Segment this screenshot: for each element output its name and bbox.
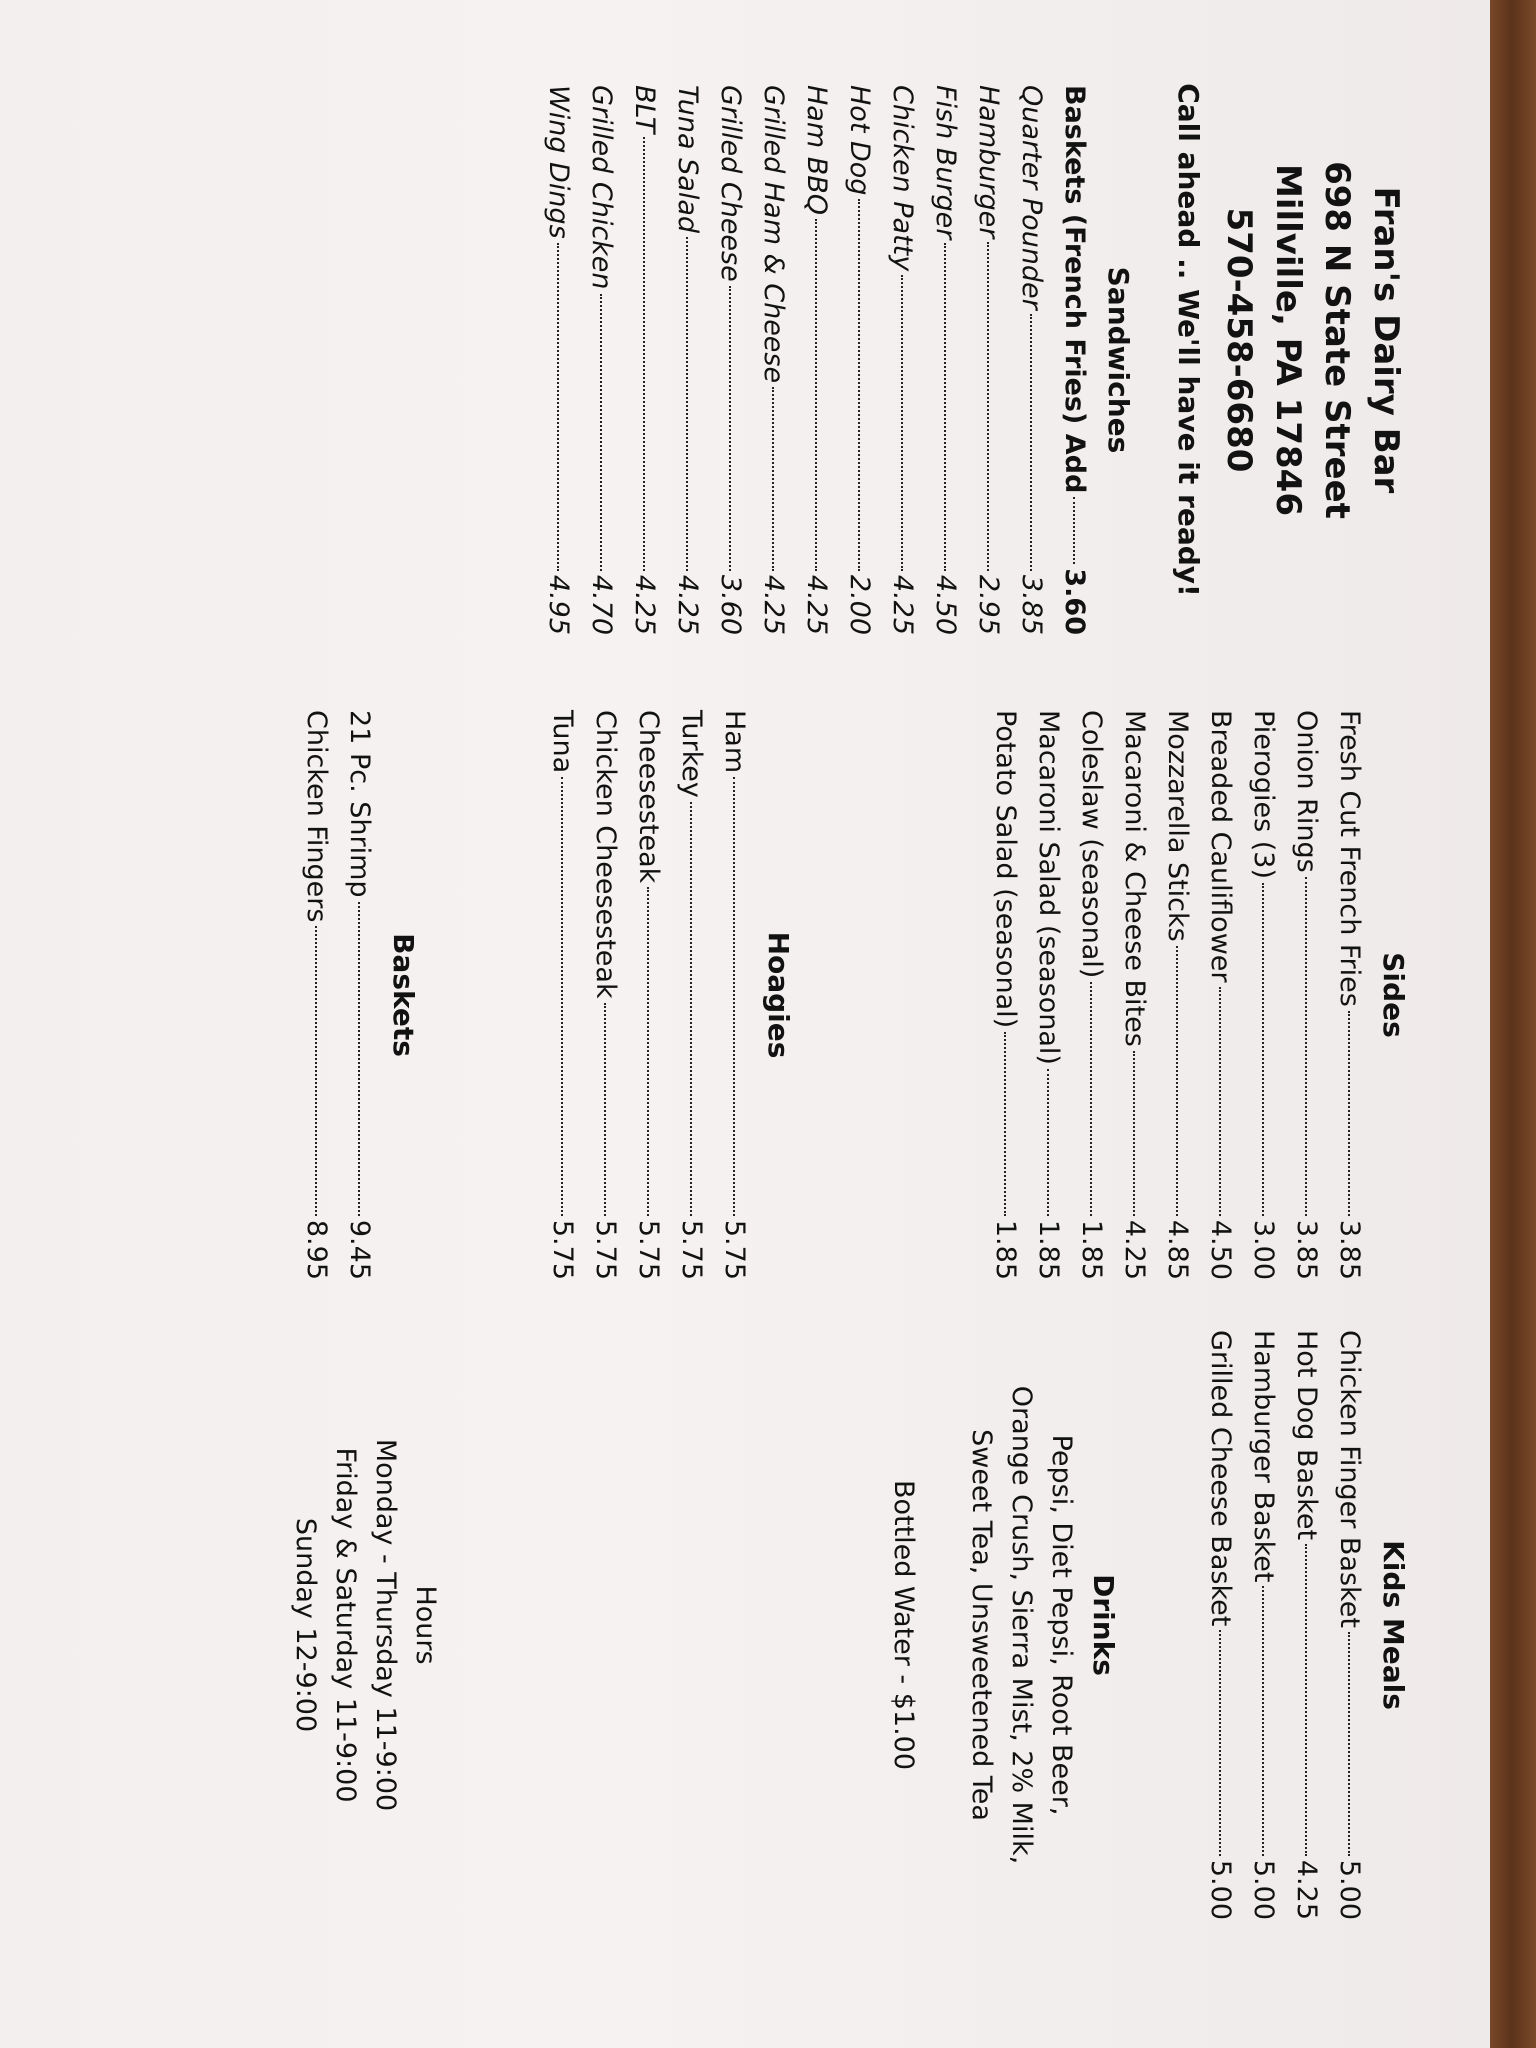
leader-dots [358, 902, 360, 1216]
side-item-name: Macaroni & Cheese Bites [1119, 710, 1150, 1047]
leader-dots [858, 199, 860, 570]
sides-list [984, 710, 1371, 1280]
sandwich-list [537, 85, 1053, 635]
side-item-name: Onion Rings [1291, 710, 1322, 873]
leader-dots [1030, 314, 1032, 571]
side-item-price: 4.85 [1162, 1219, 1193, 1280]
drinks-line-1: Pepsi, Diet Pepsi, Root Beer, [1046, 1434, 1077, 1816]
side-item-name: Breaded Cauliflower [1205, 710, 1236, 983]
sandwich-item-name: BLT [629, 85, 660, 134]
kids-meal-item-price: 5.00 [1205, 1859, 1236, 1920]
sandwich-item-name: Hot Dog [844, 85, 875, 196]
side-item [1027, 710, 1070, 1280]
leader-dots [557, 243, 559, 571]
sandwich-item-name: Hamburger [973, 85, 1004, 239]
bottled-water: Bottled Water - $1.00 [888, 1479, 919, 1771]
hoagies-list [541, 710, 756, 1280]
sides-heading: Sides [1377, 952, 1410, 1038]
basket-item [295, 710, 338, 1280]
leader-dots [1305, 877, 1307, 1216]
hoagie-item-price: 5.75 [547, 1219, 578, 1280]
leader-dots [1262, 1586, 1264, 1855]
hoagie-item [627, 710, 670, 1280]
side-item-name: Potato Salad (seasonal) [990, 710, 1021, 1029]
side-item-name: Pierogies (3) [1248, 710, 1279, 879]
hoagie-item-price: 5.75 [633, 1219, 664, 1280]
hoagies-heading: Hoagies [762, 931, 795, 1059]
leader-dots [1262, 883, 1264, 1216]
hoagie-item [670, 710, 713, 1280]
leader-dots [772, 387, 774, 571]
sandwich-item-price: 3.60 [715, 574, 746, 635]
side-item-price: 1.85 [1033, 1219, 1064, 1280]
sandwich-item-price: 4.25 [801, 574, 832, 635]
sandwich-item [881, 85, 924, 635]
side-item-name: Mozzarella Sticks [1162, 710, 1193, 942]
side-item [1156, 710, 1199, 1280]
hoagie-item-price: 5.75 [719, 1219, 750, 1280]
sandwich-item [537, 85, 580, 635]
sandwich-item-price: 4.25 [887, 574, 918, 635]
basket-item-name: Chicken Fingers [301, 710, 332, 923]
sandwiches-heading: Sandwiches [1102, 266, 1135, 454]
sandwiches-section [537, 85, 1135, 635]
sandwich-item-name: Grilled Ham & Cheese [758, 85, 789, 384]
sandwich-item-price: 4.50 [930, 574, 961, 635]
city-address: Millville, PA 17846 [1268, 164, 1308, 516]
phone-number: 570-458-6680 [1219, 207, 1259, 473]
drinks-line-2: Orange Crush, Sierra Mist, 2% Milk, [1006, 1385, 1037, 1865]
sandwich-item [752, 85, 795, 635]
basket-item-name: 21 Pc. Shrimp [344, 710, 375, 898]
leader-dots [1133, 1051, 1135, 1216]
kids-meal-item-price: 4.25 [1291, 1859, 1322, 1920]
sandwich-item-price: 4.25 [672, 574, 703, 635]
leader-dots [600, 294, 602, 571]
leader-dots [1348, 1011, 1350, 1216]
side-item [1070, 710, 1113, 1280]
sandwich-item [1010, 85, 1053, 635]
hours-section [285, 1330, 445, 1920]
basket-item-price: 8.95 [301, 1219, 332, 1280]
hours-heading: Hours [410, 1585, 441, 1665]
kids-list [1199, 1330, 1371, 1920]
leader-dots [690, 802, 692, 1216]
hoagie-item [541, 710, 584, 1280]
sandwich-item-name: Tuna Salad [672, 85, 703, 233]
leader-dots [686, 237, 688, 571]
side-item [984, 710, 1027, 1280]
leader-dots [1348, 1632, 1350, 1856]
sandwich-item-price: 4.25 [758, 574, 789, 635]
sandwich-item-price: 2.95 [973, 574, 1004, 635]
hoagie-item [584, 710, 627, 1280]
leader-dots [944, 243, 946, 570]
hoagie-item-name: Chicken Cheesesteak [590, 710, 621, 999]
baskets-list [295, 710, 381, 1280]
sandwich-item [795, 85, 838, 635]
kids-meal-item-name: Hot Dog Basket [1291, 1330, 1322, 1541]
sandwich-item [838, 85, 881, 635]
restaurant-name: Fran's Dairy Bar [1366, 186, 1406, 494]
kids-meal-item-name: Hamburger Basket [1248, 1330, 1279, 1583]
sandwich-item [666, 85, 709, 635]
sandwich-item-name: Grilled Chicken [586, 85, 617, 290]
side-item-name: Macaroni Salad (seasonal) [1033, 710, 1064, 1065]
street-address: 698 N State Street [1317, 161, 1357, 519]
side-item-name: Coleslaw (seasonal) [1076, 710, 1107, 979]
hoagie-item-name: Ham [719, 710, 750, 774]
drinks-line-3: Sweet Tea, Unsweetened Tea [966, 1429, 997, 1821]
sandwich-item [623, 85, 666, 635]
hoagie-item-price: 5.75 [590, 1219, 621, 1280]
side-item-price: 3.85 [1291, 1219, 1322, 1280]
kids-meal-item [1199, 1330, 1242, 1920]
kids-meal-item [1328, 1330, 1371, 1920]
basket-item [338, 710, 381, 1280]
side-item [1328, 710, 1371, 1280]
sandwich-item [580, 85, 623, 635]
kids-meal-item [1285, 1330, 1328, 1920]
sandwich-item-price: 4.95 [543, 574, 574, 635]
leader-dots [1047, 1069, 1049, 1216]
leader-dots [1219, 987, 1221, 1216]
side-item-price: 3.85 [1334, 1219, 1365, 1280]
leader-dots [729, 286, 731, 571]
sandwich-item-name: Fish Burger [930, 85, 961, 240]
leader-dots [987, 242, 989, 571]
baskets-addon-label: Baskets (French Fries) Add [1059, 85, 1090, 494]
leader-dots [561, 777, 563, 1216]
baskets-heading: Baskets [387, 933, 420, 1057]
leader-dots [643, 137, 645, 571]
side-item [1242, 710, 1285, 1280]
side-item-price: 3.00 [1248, 1219, 1279, 1280]
sides-section [984, 710, 1410, 1280]
side-item-price: 1.85 [1076, 1219, 1107, 1280]
side-item [1199, 710, 1242, 1280]
side-item-name: Fresh Cut French Fries [1334, 710, 1365, 1007]
hours-line-2: Friday & Saturday 11-9:00 [330, 1447, 361, 1803]
kids-meal-item [1242, 1330, 1285, 1920]
sandwich-item-price: 4.70 [586, 574, 617, 635]
leader-dots [1305, 1544, 1307, 1856]
leader-dots [604, 1003, 606, 1216]
leader-dots [1090, 982, 1092, 1216]
leader-dots [647, 887, 649, 1216]
hoagie-item-name: Tuna [547, 710, 578, 774]
side-item-price: 1.85 [990, 1219, 1021, 1280]
sandwich-item-name: Grilled Cheese [715, 85, 746, 282]
sandwich-item [924, 85, 967, 635]
baskets-addon-price: 3.60 [1059, 568, 1090, 635]
sandwich-item-name: Chicken Patty [887, 85, 918, 272]
side-item-price: 4.50 [1205, 1219, 1236, 1280]
leader-dots [315, 926, 317, 1215]
hoagie-item-name: Cheesesteak [633, 710, 664, 884]
leader-dots [733, 777, 735, 1216]
call-ahead-note: Call ahead .. We'll have it ready! [1172, 83, 1205, 597]
kids-heading: Kids Meals [1377, 1540, 1410, 1710]
side-item [1285, 710, 1328, 1280]
side-item [1113, 710, 1156, 1280]
leader-dots [1219, 1630, 1221, 1856]
sandwich-item-price: 2.00 [844, 574, 875, 635]
kids-meal-item-name: Chicken Finger Basket [1334, 1330, 1365, 1628]
leader-dots [815, 219, 817, 571]
leader-dots [901, 275, 903, 571]
hoagies-section [541, 710, 795, 1280]
basket-item-price: 9.45 [344, 1219, 375, 1280]
sandwich-item [967, 85, 1010, 635]
leader-dots [1004, 1032, 1006, 1216]
sandwich-item-price: 3.85 [1016, 574, 1047, 635]
side-item-price: 4.25 [1119, 1219, 1150, 1280]
leader-dots [1073, 497, 1075, 564]
hoagie-item-name: Turkey [676, 710, 707, 798]
kids-meal-item-name: Grilled Cheese Basket [1205, 1330, 1236, 1627]
sandwich-item-name: Ham BBQ [801, 85, 832, 216]
hours-line-1: Monday - Thursday 11-9:00 [370, 1438, 401, 1812]
hoagie-item [713, 710, 756, 1280]
baskets-section [295, 710, 420, 1280]
header-block [1168, 45, 1410, 635]
sandwich-item [709, 85, 752, 635]
drinks-section [883, 1330, 1120, 1920]
kids-section [1199, 1330, 1410, 1920]
sandwich-item-name: Quarter Pounder [1016, 85, 1047, 310]
kids-meal-item-price: 5.00 [1248, 1859, 1279, 1920]
baskets-addon-row [1053, 85, 1096, 635]
sandwich-item-price: 4.25 [629, 574, 660, 635]
hours-line-3: Sunday 12-9:00 [290, 1517, 321, 1733]
drinks-heading: Drinks [1087, 1574, 1120, 1676]
sandwich-item-name: Wing Dings [543, 85, 574, 239]
hoagie-item-price: 5.75 [676, 1219, 707, 1280]
leader-dots [1176, 946, 1178, 1216]
kids-meal-item-price: 5.00 [1334, 1859, 1365, 1920]
